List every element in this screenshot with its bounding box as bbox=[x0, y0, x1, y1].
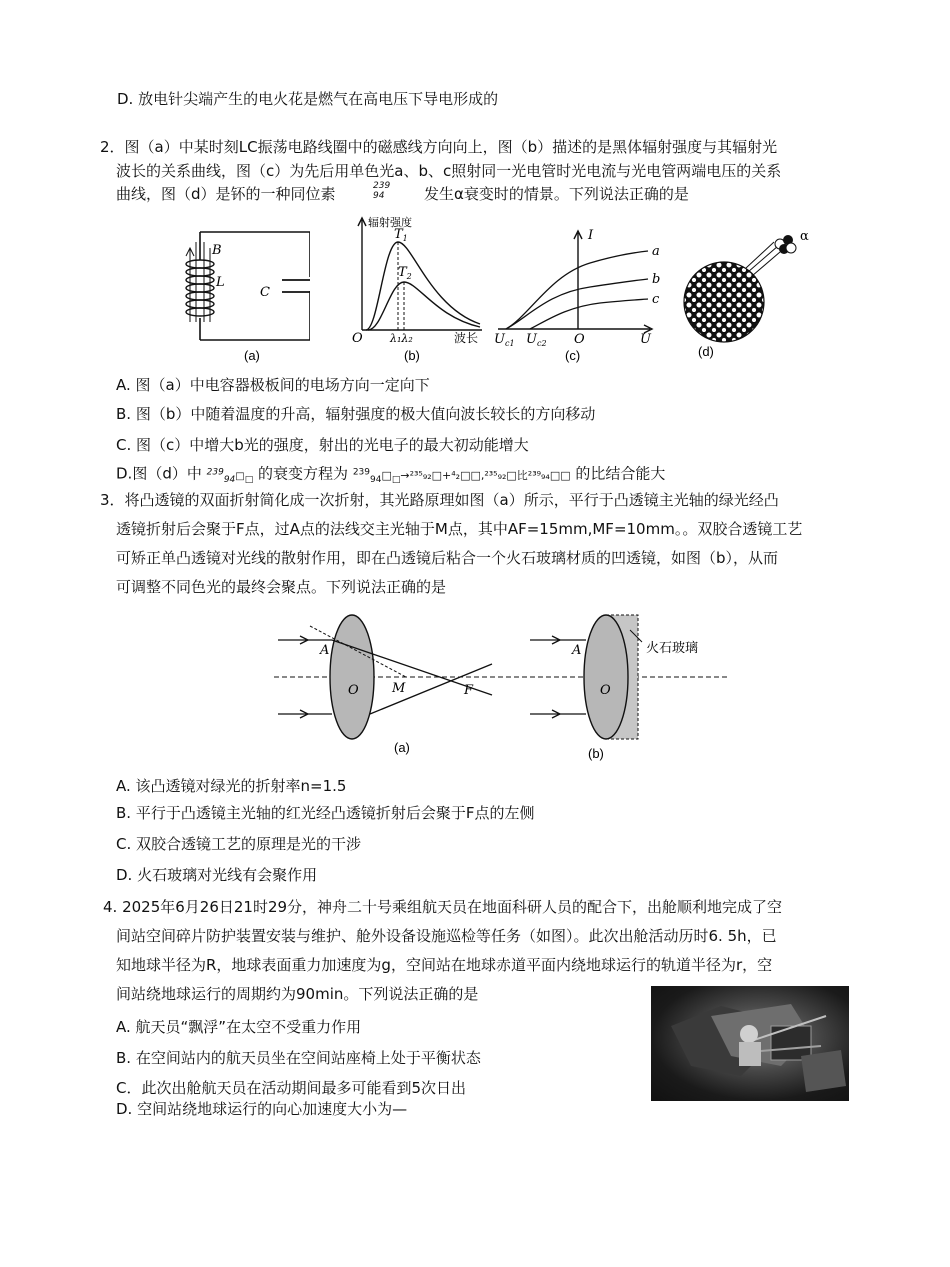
q4-option-d: D. 空间站绕地球运行的向心加速度大小为— bbox=[116, 1100, 408, 1118]
curve-T1 bbox=[366, 242, 480, 330]
label-T2: $T_2$ bbox=[398, 265, 412, 281]
q2-isotope bbox=[373, 181, 390, 201]
label-Uc1: $U_{c1}$ bbox=[494, 332, 515, 348]
q2-option-d-prefix: D.图（d）中 bbox=[116, 464, 202, 483]
label-T1: $T_1$ bbox=[394, 227, 408, 243]
label-M: M bbox=[392, 681, 406, 696]
spacewalk-photo-art bbox=[651, 986, 849, 1101]
caption-c: (c) bbox=[565, 348, 581, 363]
lens-figure-a bbox=[270, 612, 520, 762]
x-label: 波长 bbox=[454, 331, 479, 345]
caption-d: (d) bbox=[698, 344, 714, 359]
q4-stem-line-1: 4. 2025年6月26日21时29分，神舟二十号乘组航天员在地面科研人员的配合下，出舱顺利地完成了空 bbox=[103, 898, 783, 916]
label-c: c bbox=[652, 292, 660, 307]
curve-T2 bbox=[368, 282, 480, 330]
label-A-b: A bbox=[572, 643, 582, 658]
label-I: I bbox=[588, 228, 594, 243]
label-C: C bbox=[260, 285, 270, 300]
q2-option-d-suffix: 的比结合能大 bbox=[575, 464, 666, 483]
label-a: a bbox=[652, 244, 660, 259]
label-L: L bbox=[216, 275, 225, 290]
q2-stem-line-2: 波长的关系曲线，图（c）为先后用单色光a、b、c照射同一光电管时光电流与光电管两端电压的关系 bbox=[116, 162, 782, 180]
q2-option-a: A. 图（a）中电容器极板间的电场方向一定向下 bbox=[116, 376, 430, 394]
q2-option-b: B. 图（b）中随着温度的升高，辐射强度的极大值向波长较长的方向移动 bbox=[116, 405, 596, 423]
convex-lens bbox=[330, 615, 374, 739]
q3-stem-line-4: 可调整不同色光的最终会聚点。下列说法正确的是 bbox=[116, 578, 447, 596]
q2-stem-line-3a: 曲线，图（d）是钚的一种同位素 bbox=[116, 185, 336, 203]
capacitor-gap-fill bbox=[306, 281, 310, 291]
alpha-particle bbox=[775, 235, 796, 254]
label-A: A bbox=[320, 643, 330, 658]
label-O-c: O bbox=[574, 332, 585, 347]
lens-figure-b bbox=[512, 612, 732, 767]
caption-a: (a) bbox=[244, 348, 260, 363]
q2-stem-line-3b: 发生α衰变时的情景。下列说法正确的是 bbox=[424, 185, 689, 203]
curve-b bbox=[506, 279, 648, 329]
q2-option-d-middle: 的衰变方程为 bbox=[258, 464, 349, 483]
alpha-decay-figure bbox=[676, 222, 826, 367]
label-B: B bbox=[212, 243, 222, 258]
label-O: O bbox=[352, 331, 363, 346]
blackbody-figure bbox=[350, 212, 490, 367]
caption-3b: (b) bbox=[588, 746, 604, 761]
q3-option-d: D. 火石玻璃对光线有会聚作用 bbox=[116, 866, 318, 884]
q3-stem-line-3: 可矫正单凸透镜对光线的散射作用，即在凸透镜后粘合一个火石玻璃材质的凹透镜，如图（b），从而 bbox=[116, 549, 779, 567]
q2-option-d-equation: $^{239}_{94}□_□\to^{235}_{92}□+^4_2□□,^{235}_{92}□$比²³⁹₉₄□□ bbox=[352, 467, 571, 485]
q1-option-d: D. 放电针尖端产生的电火花是燃气在高电压下导电形成的 bbox=[117, 90, 499, 108]
y-label: 辐射强度 bbox=[368, 216, 412, 229]
q3-stem-line-2: 透镜折射后会聚于F点，过A点的法线交主光轴于M点，其中AF=15mm,MF=10mm。。双胶合透镜工艺 bbox=[116, 520, 803, 538]
q4-option-c: C．此次出舱航天员在活动期间最多可能看到5次日出 bbox=[116, 1079, 467, 1097]
q2-option-d-isotope: 23994□□ bbox=[206, 467, 254, 485]
label-alpha: α bbox=[800, 229, 809, 244]
label-flint-glass: 火石玻璃 bbox=[646, 641, 699, 656]
q2-isotope-mass: 239 bbox=[373, 181, 391, 191]
q4-stem-line-2: 间站空间碎片防护装置安装与维护、舱外设备设施巡检等任务（如图）。此次出舱活动历时6. 5h，已 bbox=[116, 927, 777, 945]
nucleus bbox=[684, 262, 764, 342]
q2-stem-line-1: 2．图（a）中某时刻LC振荡电路线圈中的磁感线方向向上，图（b）描述的是黑体辐射强度与其辐射光 bbox=[100, 138, 778, 156]
q2-option-c: C. 图（c）中增大b光的强度，射出的光电子的最大初动能增大 bbox=[116, 436, 529, 454]
q3-option-a: A. 该凸透镜对绿光的折射率n=1.5 bbox=[116, 777, 347, 795]
label-O-b: O bbox=[600, 683, 611, 698]
q4-stem-line-4: 间站绕地球运行的周期约为90min。下列说法正确的是 bbox=[116, 985, 479, 1003]
label-Uc2: $U_{c2}$ bbox=[526, 332, 547, 348]
q3-option-b: B. 平行于凸透镜主光轴的红光经凸透镜折射后会聚于F点的左侧 bbox=[116, 804, 535, 822]
q3-stem-line-1: 3．将凸透镜的双面折射简化成一次折射，其光路原理如图（a）所示，平行于凸透镜主光轴的绿光经凸 bbox=[100, 491, 779, 509]
label-U: U bbox=[640, 332, 651, 347]
label-O: O bbox=[348, 683, 359, 698]
spacewalk-photo bbox=[651, 986, 849, 1101]
q4-option-b: B. 在空间站内的航天员坐在空间站座椅上处于平衡状态 bbox=[116, 1049, 481, 1067]
label-F: F bbox=[464, 683, 474, 698]
label-lambda: λ₁λ₂ bbox=[390, 332, 413, 345]
caption-b: (b) bbox=[404, 348, 420, 363]
curve-c bbox=[530, 299, 648, 329]
photocurrent-figure bbox=[490, 225, 660, 367]
magnetic-field-lines bbox=[186, 242, 210, 322]
q4-stem-line-3: 知地球半径为R，地球表面重力加速度为g，空间站在地球赤道平面内绕地球运行的轨道半径为r，空 bbox=[116, 956, 773, 974]
label-b: b bbox=[652, 272, 660, 287]
q4-option-a: A. 航天员“飘浮”在太空不受重力作用 bbox=[116, 1018, 362, 1036]
q3-option-c: C. 双胶合透镜工艺的原理是光的干涉 bbox=[116, 835, 362, 853]
convex-lens-b bbox=[584, 615, 628, 739]
q2-isotope-number: 94 bbox=[373, 191, 385, 201]
caption-3a: (a) bbox=[394, 740, 410, 755]
alpha-trail bbox=[746, 242, 780, 276]
q2-option-d bbox=[116, 461, 665, 491]
lc-circuit-figure bbox=[160, 222, 310, 367]
